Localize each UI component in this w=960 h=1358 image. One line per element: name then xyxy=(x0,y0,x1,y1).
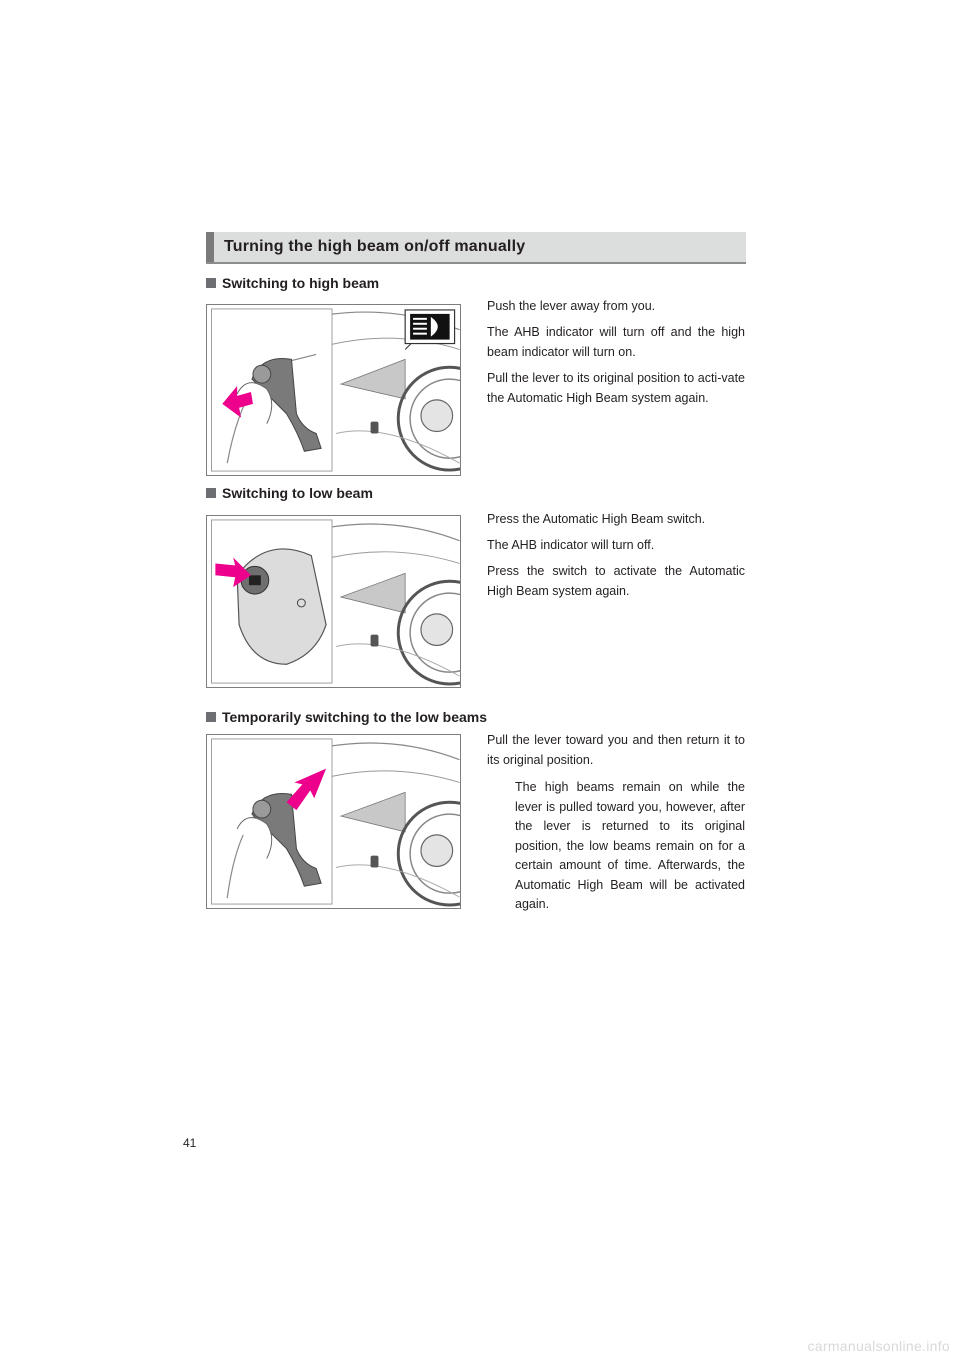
illustration-lever-push xyxy=(207,305,460,475)
subheading-temporary-low-beams xyxy=(206,709,487,725)
paragraph: Push the lever away from you. xyxy=(487,299,656,313)
figure-high-beam xyxy=(206,304,461,476)
section-title: Turning the high beam on/off manually xyxy=(224,238,526,255)
subheading-low-beam xyxy=(206,485,373,501)
bullet-square-icon xyxy=(206,712,216,722)
paragraph: Press the switch to activate the Automatic High Beam system again. xyxy=(487,564,745,598)
paragraph: Pull the lever toward you and then return it to its original position. xyxy=(487,733,745,767)
figure-low-beam xyxy=(206,515,461,688)
bullet-square-icon xyxy=(206,488,216,498)
subheading-text: Switching to low beam xyxy=(222,485,373,501)
paragraph: Press the Automatic High Beam switch. xyxy=(487,512,706,526)
section-header xyxy=(206,232,746,264)
illustration-ahb-switch-press xyxy=(207,516,460,687)
illustration-lever-pull xyxy=(207,735,460,908)
note-paragraph: The high beams remain on while the lever is pulled toward you, however, after the lever is returned to its original position, the low beams remain on for a certain amount of time. Afterwards, the Automatic High Beam will be activated again. xyxy=(515,780,745,911)
subheading-text: Temporarily switching to the low beams xyxy=(222,709,488,725)
subheading-text: Switching to high beam xyxy=(222,275,380,291)
bullet-square-icon xyxy=(206,278,216,288)
paragraph: The AHB indicator will turn off. xyxy=(487,538,655,552)
paragraph: The AHB indicator will turn off and the high beam indicator will turn on. xyxy=(487,325,745,359)
page-number: 41 xyxy=(183,1136,197,1150)
subheading-high-beam xyxy=(206,275,379,291)
figure-temporary-low-beams xyxy=(206,734,461,909)
watermark: carmanualsonline.info xyxy=(807,1338,950,1354)
section-header-bar xyxy=(206,232,214,262)
paragraph: Pull the lever to its original position to acti-vate the Automatic High Beam system again. xyxy=(487,371,745,405)
